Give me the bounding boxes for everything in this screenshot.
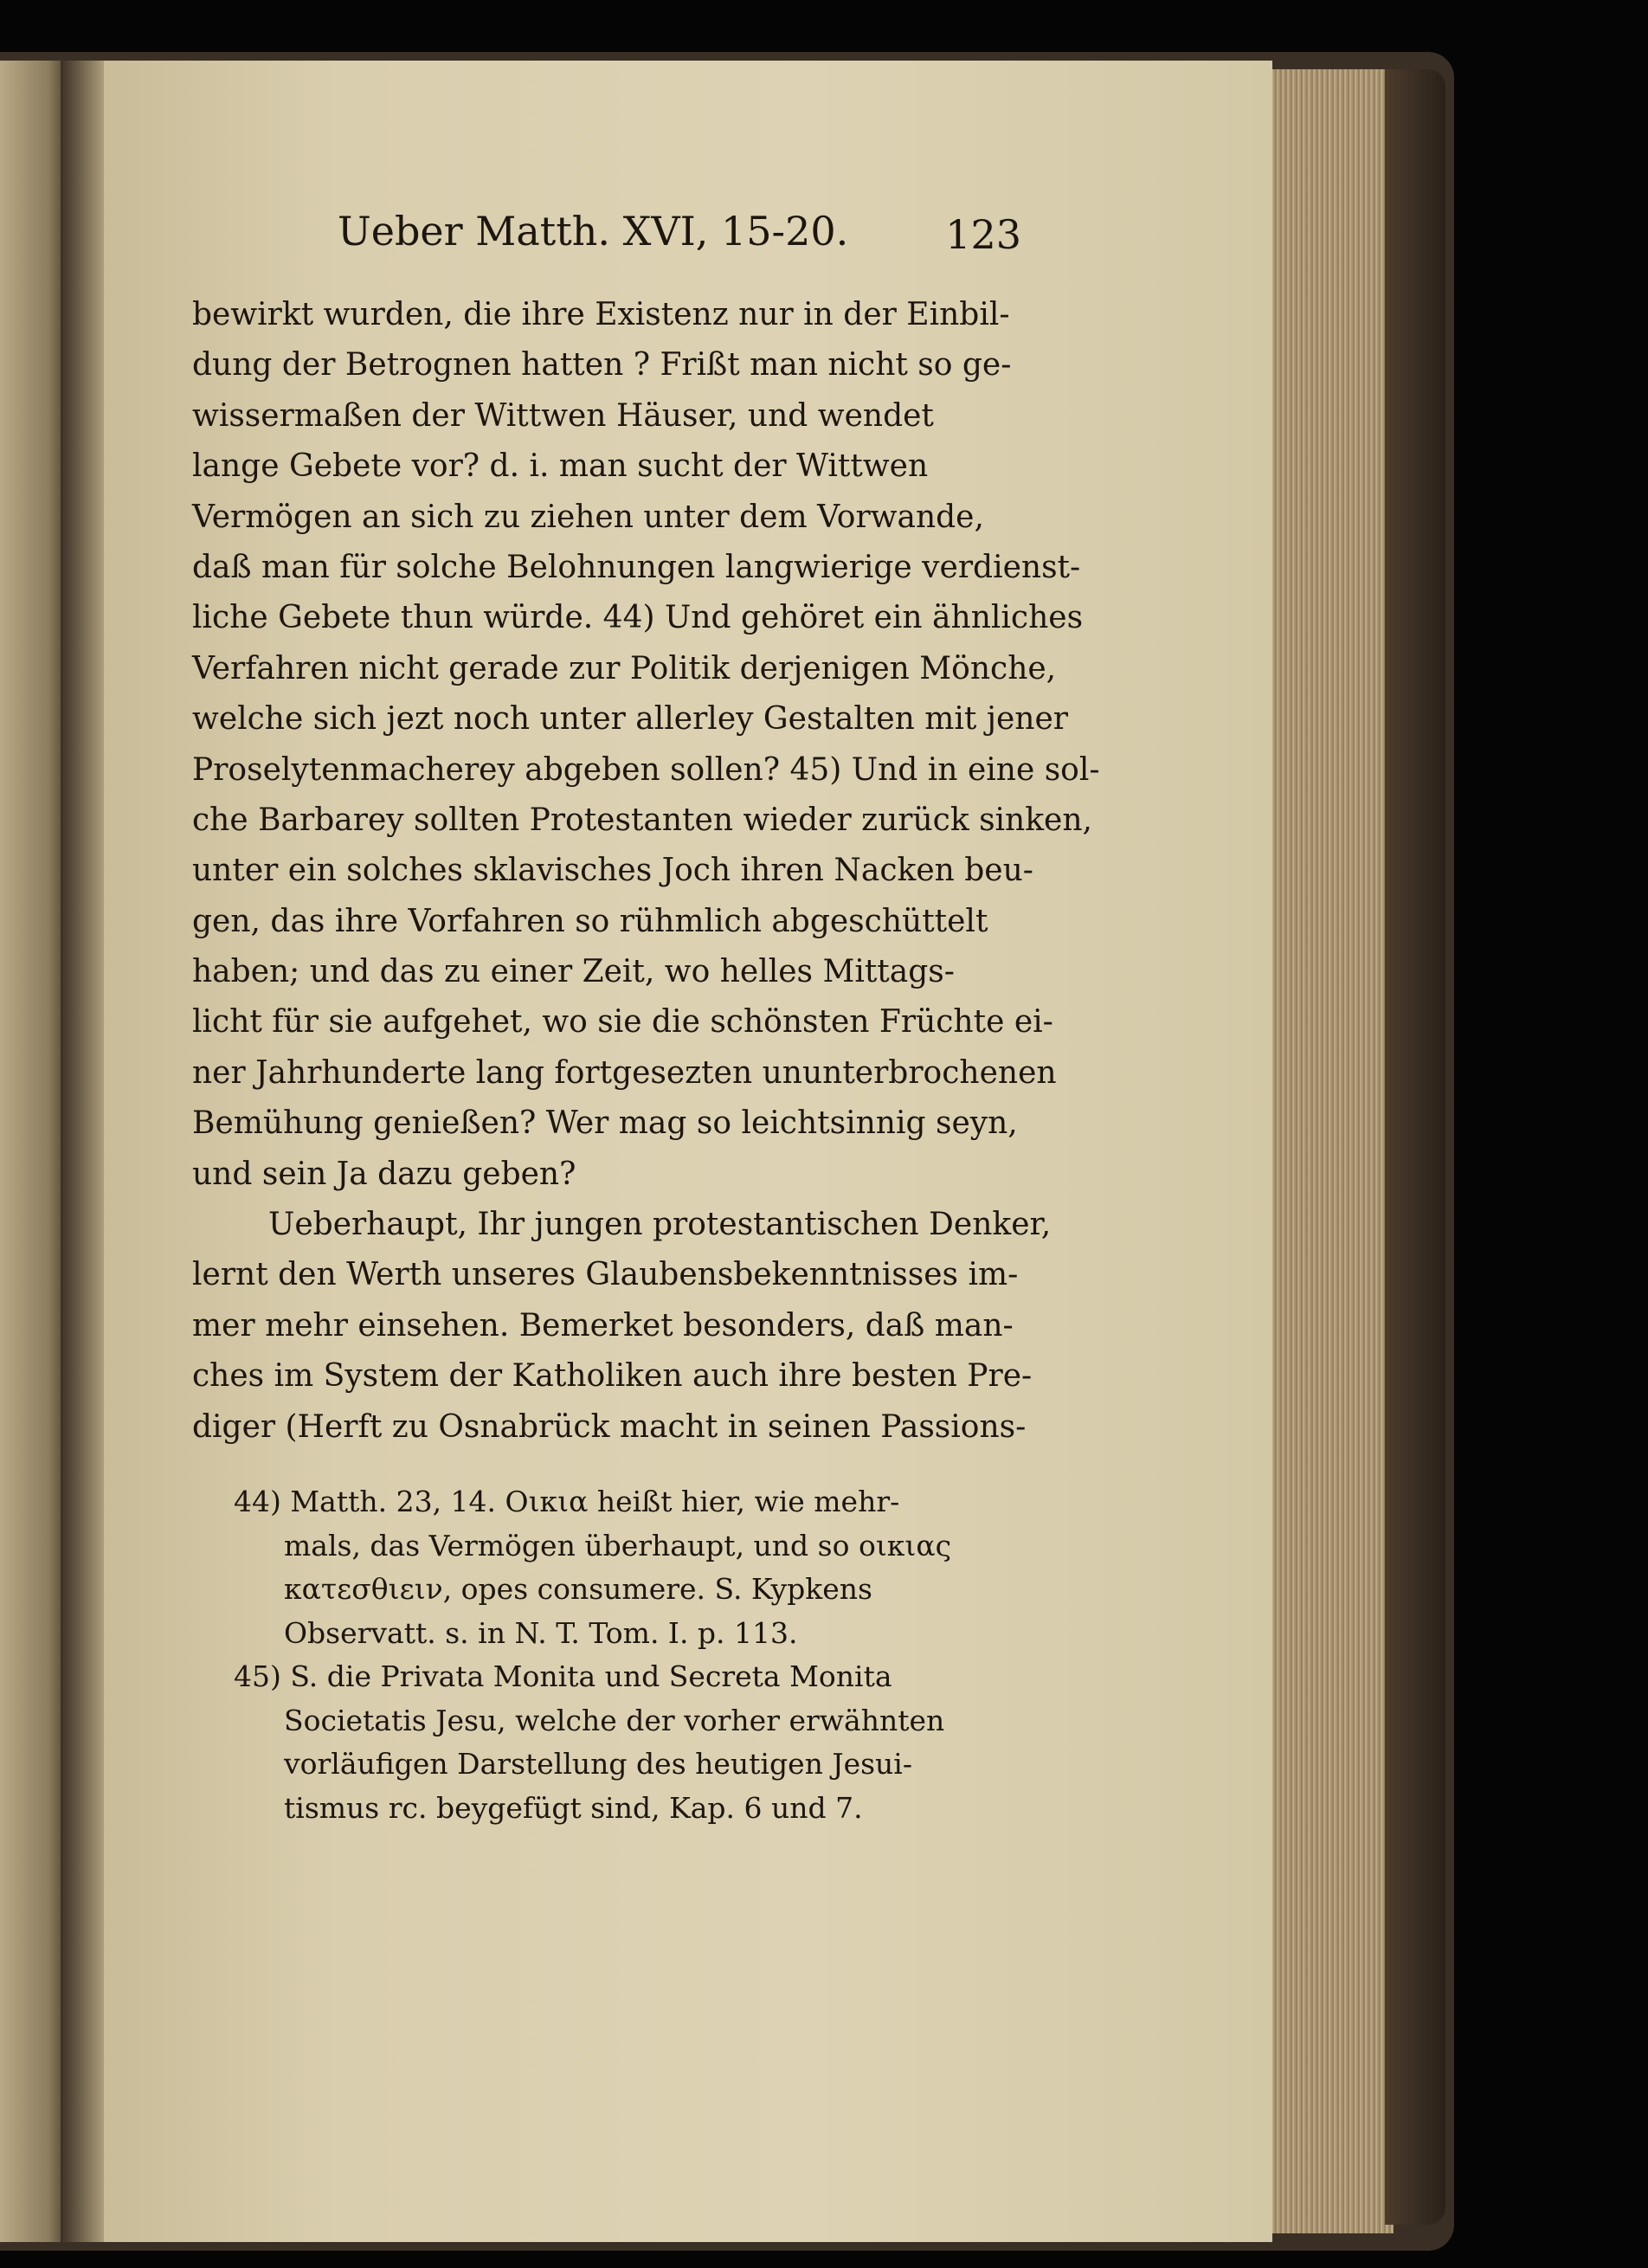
text-line: bewirkt wurden, die ihre Existenz nur in der Einbil- xyxy=(192,297,1010,332)
footnotes xyxy=(234,1480,1030,1830)
body-text xyxy=(192,290,1100,1453)
text-line: welche sich jezt noch unter allerley Gestalten mit jener xyxy=(192,701,1069,738)
footnote-45-line: 45) S. die Privata Monita und Secreta Monita xyxy=(234,1659,892,1693)
cover-edge xyxy=(1385,69,1445,2225)
text-line: haben; und das zu einer Zeit, wo helles Mittags- xyxy=(192,954,955,990)
text-line: dung der Betrognen hatten ? Frißt man nicht so ge- xyxy=(192,347,1012,383)
text-line: liche Gebete thun würde. 44) Und gehöret ein ähnliches xyxy=(192,600,1084,636)
footnote-44-line: κατεσθιειν, opes consumere. S. Kypkens xyxy=(284,1572,872,1606)
footnote-45-line: tismus rc. beygefügt sind, Kap. 6 und 7. xyxy=(284,1790,863,1825)
footnote-45-line: Societatis Jesu, welche der vorher erwähnten xyxy=(284,1703,945,1737)
running-head: Ueber Matth. XVI, 15-20. xyxy=(338,208,849,255)
left-page-edge xyxy=(0,61,69,2242)
text-line: ner Jahrhunderte lang fortgesezten ununterbrochenen xyxy=(192,1054,1057,1091)
text-line: diger (Herft zu Osnabrück macht in seinen Passions- xyxy=(192,1408,1027,1445)
text-line: Proselytenmacherey abgeben sollen? 45) Und in eine sol- xyxy=(192,751,1100,788)
text-line: gen, das ihre Vorfahren so rühmlich abgeschüttelt xyxy=(192,903,988,939)
text-line: und sein Ja dazu geben? xyxy=(192,1156,576,1192)
text-line: Bemühung genießen? Wer mag so leichtsinnig seyn, xyxy=(192,1105,1018,1142)
text-line: lernt den Werth unseres Glaubensbekenntnisses im- xyxy=(192,1257,1019,1293)
text-line: che Barbarey sollten Protestanten wieder zurück sinken, xyxy=(192,802,1092,838)
page-edges xyxy=(1264,69,1394,2233)
text-line: ches im System der Katholiken auch ihre besten Pre- xyxy=(192,1358,1033,1395)
text-line: Verfahren nicht gerade zur Politik derjenigen Mönche, xyxy=(192,650,1057,686)
text-line: Vermögen an sich zu ziehen unter dem Vorwande, xyxy=(192,499,984,535)
text-line: licht für sie aufgehet, wo sie die schönsten Früchte ei- xyxy=(192,1004,1053,1041)
text-line: lange Gebete vor? d. i. man sucht der Wittwen xyxy=(192,448,929,485)
footnote-44-line: 44) Matth. 23, 14. Οικια heißt hier, wie mehr- xyxy=(234,1485,900,1518)
footnote-44-line: Observatt. s. in N. T. Tom. I. p. 113. xyxy=(284,1615,798,1650)
text-line: unter ein solches sklavisches Joch ihren Nacken beu- xyxy=(192,853,1033,889)
footnote-44-line: mals, das Vermögen überhaupt, und so οικιας xyxy=(284,1528,952,1562)
text-line: daß man für solche Belohnungen langwierige verdienst- xyxy=(192,549,1081,585)
text-line: mer mehr einsehen. Bemerket besonders, daß man- xyxy=(192,1307,1014,1343)
text-line: wissermaßen der Wittwen Häuser, und wendet xyxy=(192,397,934,434)
paragraph-start-line: Ueberhaupt, Ihr jungen protestantischen Denker, xyxy=(268,1207,1052,1243)
footnote-45-line: vorläufigen Darstellung des heutigen Jesui- xyxy=(284,1747,913,1781)
page-number: 123 xyxy=(945,211,1021,258)
